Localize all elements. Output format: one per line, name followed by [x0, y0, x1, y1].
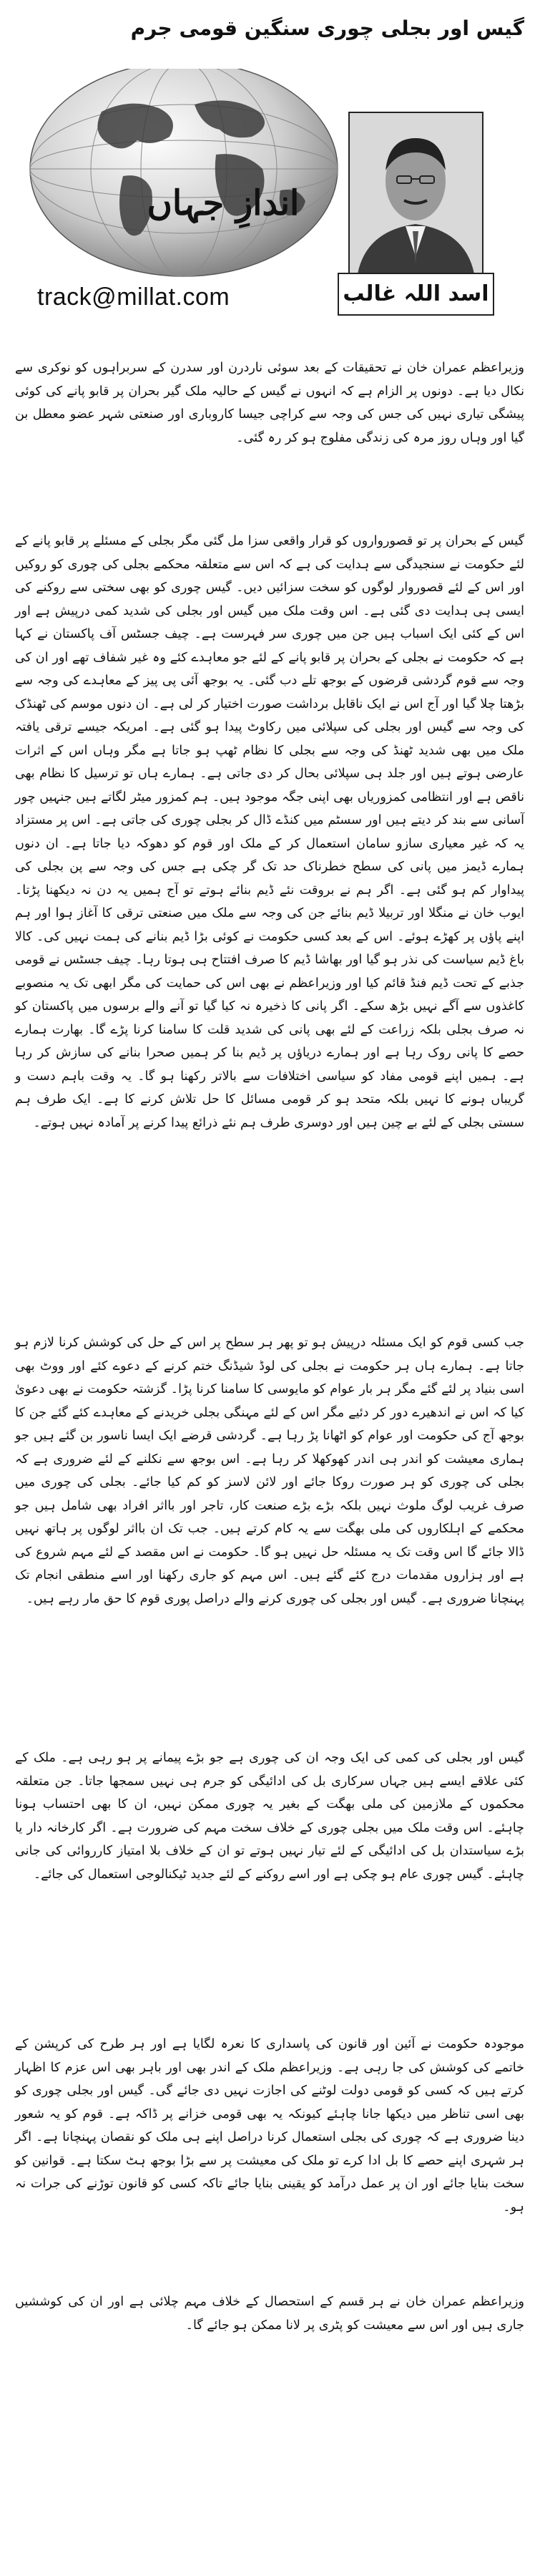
- author-email[interactable]: track@millat.com: [37, 283, 230, 311]
- paragraph: وزیراعظم عمران خان نے ہر قسم کے استحصال کے خلاف مہم چلائی ہے اور ان کی کوششیں جاری ہیں اور اس سے معیشت کو پٹری پر لانا ممکن ہو جائے گا۔: [15, 2295, 524, 2333]
- paragraph: گیس اور بجلی کی کمی کی ایک وجہ ان کی چوری ہے جو بڑے پیمانے پر ہو رہی ہے۔ ملک کے کئی علاقے ایسے ہیں جہاں سرکاری بل کی ادائیگی کو جرم ہی نہیں سمجھا جاتا۔ جن متعلقہ محکموں کے ملازمین کی ملی بھگت کے بغیر یہ چوری ممکن نہیں، ان کا بھی احتساب ہونا چاہئے۔ اس وقت ملک میں بجلی چوری کے خلاف سخت مہم کی ضرورت ہے۔ اگر کارخانہ دار یا بڑے سیاستدان بل کی ادائیگی کے لئے تیار نہیں ہوتے تو ان کے خلاف بلا امتیاز کارروائی کی جانی چاہئے۔ گیس چوری عام ہو چکی ہے اور اسے روکنے کے لئے جدید ٹیکنالوجی استعمال کی جائے۔: [15, 1751, 524, 1882]
- headline: گیس اور بجلی چوری سنگین قومی جرم: [130, 16, 524, 40]
- column-title: اندازِ جہاں: [147, 183, 300, 223]
- paragraph: موجودہ حکومت نے آئین اور قانون کی پاسداری کا نعرہ لگایا ہے اور ہر طرح کی کرپشن کے خاتمے کی کوشش کی جا رہی ہے۔ وزیراعظم ملک کے اندر بھی اور باہر بھی اس عزم کا اظہار کرتے ہیں کہ کسی کو قومی دولت لوٹنے کی اجازت نہیں دی جائے گی۔ گیس اور بجلی چوری کو بھی اسی تناظر میں دیکھا جانا چاہئے کیونکہ یہ بھی قومی خزانے پر ڈاکہ ہے۔ قوم کو یہ شعور دینا ضروری ہے کہ چوری کی بجلی استعمال کرنا دراصل اپنے ہی ملک کو نقصان پہنچانا ہے۔ اگر ہر شہری اپنے حصے کا بل ادا کرے تو ملک کی معیشت پر سے بڑا بوجھ ہٹ سکتا ہے۔ قوانین کو سخت بنایا جائے اور ان پر عمل درآمد کو یقینی بنایا جائے تاکہ کسی کو قانون توڑنے کی جرات نہ ہو۔: [15, 2037, 524, 2215]
- paragraph: گیس کے بحران پر تو قصورواروں کو قرار واقعی سزا مل گئی مگر بجلی کے مسئلے پر قابو پانے کے لئے حکومت نے سنجیدگی سے ہدایت کی ہے کہ اس سے متعلقہ محکمے بجلی کی چوری کو روکیں اور اس کے لئے قصوروار لوگوں کو سخت سزائیں دیں۔ گیس چوری کو بھی سختی سے روکنے کی ایسی ہی ہدایت دی گئی ہے۔ اس وقت ملک میں گیس اور بجلی کی شدید کمی درپیش ہے اور اس کے کئی ایک اسباب ہیں جن میں چوری سر فہرست ہے۔ چیف جسٹس آف پاکستان نے کہا ہے کہ حکومت نے بجلی کے بحران پر قابو پانے کے لئے جو معاہدے کئے وہ غیر شفاف تھے اور ان کی وجہ سے قوم گردشی قرضوں کے بوجھ تلے دب گئی۔ یہ بوجھ آئی پی پیز کے معاہدے کی وجہ سے بڑھتا چلا گیا اور آج اس نے ایک ناقابل برداشت صورت اختیار کر لی ہے۔ ان دنوں موسم کی ٹھنڈک کی وجہ سے گیس اور بجلی کی سپلائی میں رکاوٹ پیدا ہو گئی ہے۔ امریکہ جیسے ترقی یافتہ ملک میں بھی شدید ٹھنڈ کی وجہ سے بجلی کا نظام ٹھپ ہو جاتا ہے مگر وہاں اس کے اثرات عارضی ہوتے ہیں اور جلد ہی سپلائی بحال کر دی جاتی ہے۔ ہمارے ہاں تو ترسیل کا نظام بھی ناقص ہے اور انتظامی کمزوریاں بھی اپنی جگہ موجود ہیں۔ ہم کمزور میٹر لگاتے ہیں جنہیں چور آسانی سے بند کر دیتے ہیں اور سسٹم میں کنڈے ڈال کر بجلی چوری کی جاتی ہے۔ اس پر مستزاد یہ کہ غیر معیاری سازو سامان استعمال کر کے ملک اور قوم کو دھوکہ دیا جاتا ہے۔ ان دنوں ہمارے ڈیمز میں پانی کی سطح خطرناک حد تک گر چکی ہے جس کی وجہ سے پن بجلی کی پیداوار کم ہو گئی ہے۔ اگر ہم نے بروقت نئے ڈیم بنائے ہوتے تو آج ہمیں یہ دن نہ دیکھنا پڑتا۔ ایوب خان نے منگلا اور تربیلا ڈیم بنائے جن کی وجہ سے ملک میں صنعتی ترقی کا آغاز ہوا اور ہم اپنے پاؤں پر کھڑے ہوئے۔ اس کے بعد کسی حکومت نے کوئی بڑا ڈیم بنانے کی ہمت نہیں کی۔ کالا باغ ڈیم سیاست کی نذر ہو گیا اور بھاشا ڈیم کا صرف افتتاح ہی ہوتا رہا۔ چیف جسٹس نے قومی جذبے کے تحت ڈیم فنڈ قائم کیا اور وزیراعظم نے بھی اس کی حمایت کی مگر ابھی تک یہ منصوبے کاغذوں سے آگے نہیں بڑھ سکے۔ اگر پانی کا ذخیرہ نہ کیا گیا تو آنے والے برسوں میں پاکستان کو نہ صرف بجلی بلکہ زراعت کے لئے بھی پانی کی شدید قلت کا سامنا کرنا پڑے گا۔ بھارت ہمارے حصے کا پانی روک رہا ہے اور ہمارے دریاؤں پر ڈیم بنا کر ہمیں صحرا بنانے کی سازش کر رہا ہے۔ ہمیں اپنے قومی مفاد کو سیاسی اختلافات سے بالاتر رکھنا ہو گا۔ یہ وقت باہم دست و گریباں ہونے کا نہیں بلکہ متحد ہو کر قومی مسائل کا حل تلاش کرنے کا ہے۔ ایک طرف ہم سستی بجلی کے لئے بے چین ہیں اور دوسری طرف ہم نئے ذرائع پیدا کرنے پر آمادہ نہیں ہوتے۔: [15, 534, 524, 1130]
- author-photo: [348, 112, 483, 279]
- author-portrait: [350, 113, 482, 278]
- globe-illustration: [16, 69, 352, 283]
- paragraph: وزیراعظم عمران خان نے تحقیقات کے بعد سوئی ناردرن اور سدرن کے سربراہوں کو نوکری سے نکال دیا ہے۔ دونوں پر الزام ہے کہ انہوں نے گیس کے حالیہ ملک گیر بحران پر قابو پانے کی کوئی پیشگی تیاری نہیں کی جس کی وجہ سے کراچی جیسا کاروباری اور صنعتی شہر عضو معطل بن گیا اور وہاں روز مرہ کی زندگی مفلوج ہو کر رہ گئی۔: [15, 361, 524, 445]
- column-byline-box: [16, 69, 524, 326]
- paragraph: جب کسی قوم کو ایک مسئلہ درپیش ہو تو پھر ہر سطح پر اس کے حل کی کوشش کرنا لازم ہو جاتا ہے۔ ہمارے ہاں ہر حکومت نے بجلی کی لوڈ شیڈنگ ختم کرنے کے دعوے کئے اور ووٹ بھی اسی بنیاد پر لئے گئے مگر ہر بار عوام کو مایوسی کا سامنا کرنا پڑا۔ گزشتہ حکومت نے بھی دعویٰ کیا کہ اس نے اندھیرے دور کر دئیے مگر اس کے لئے مہنگی بجلی خریدنے کے معاہدے کئے گئے جن کا بوجھ آج کی حکومت اور عوام کو اٹھانا پڑ رہا ہے۔ گردشی قرضے ایک ایسا ناسور بن گئے ہیں جو ہماری معیشت کو اندر ہی اندر کھوکھلا کر رہا ہے۔ اس بوجھ سے نکلنے کے لئے ضروری ہے کہ بجلی کی چوری کو ہر صورت روکا جائے اور لائن لاسز کو کم کیا جائے۔ بجلی کی چوری میں صرف غریب لوگ ملوث نہیں بلکہ بڑے بڑے صنعت کار، تاجر اور بااثر افراد بھی شامل ہیں جو محکمے کے اہلکاروں کی ملی بھگت سے یہ کام کرتے ہیں۔ جب تک ان بااثر لوگوں پر ہاتھ نہیں ڈالا جائے گا اس وقت تک یہ مسئلہ حل نہیں ہو گا۔ حکومت نے اس مقصد کے لئے مہم شروع کی ہے اور ہزاروں مقدمات درج کئے گئے ہیں۔ اس مہم کو جاری رکھنا اور اسے منطقی انجام تک پہنچانا ضروری ہے۔ گیس اور بجلی کی چوری کرنے والے دراصل پوری قوم کا حق مار رہے ہیں۔: [15, 1336, 524, 1606]
- author-name: اسد اللہ غالب: [338, 273, 494, 316]
